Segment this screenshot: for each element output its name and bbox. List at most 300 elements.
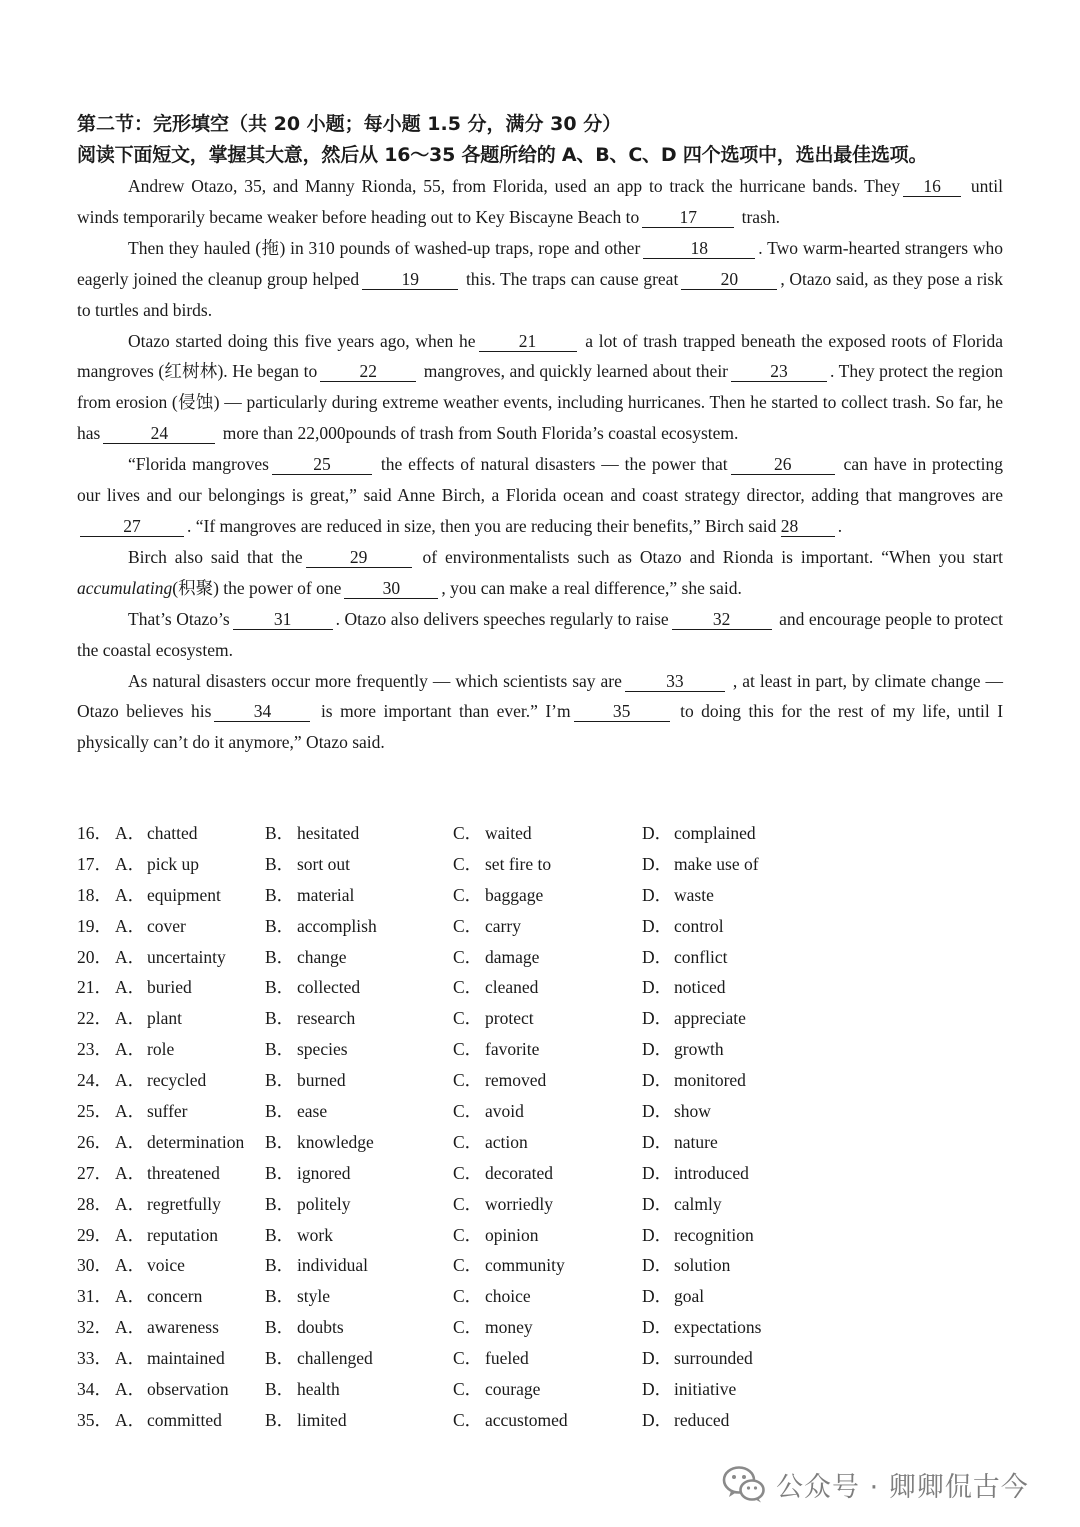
option-text: doubts xyxy=(297,1317,344,1338)
option-text: pick up xyxy=(147,853,200,874)
option-letter: A． xyxy=(115,1409,146,1430)
question-row xyxy=(77,972,837,1003)
option-d xyxy=(642,911,724,942)
passage-text: That’s Otazo’s xyxy=(128,608,230,629)
option-letter: D． xyxy=(642,1317,673,1338)
option-a xyxy=(115,1343,225,1374)
option-letter: C． xyxy=(453,1162,483,1183)
question-row xyxy=(77,942,837,973)
question-number: 16． xyxy=(77,823,112,843)
option-text: individual xyxy=(297,1255,368,1276)
option-letter: D． xyxy=(642,977,673,998)
option-b xyxy=(265,1281,330,1312)
option-d xyxy=(642,880,714,911)
option-letter: D． xyxy=(642,915,673,936)
passage-text: trash. xyxy=(741,206,781,227)
cloze-passage xyxy=(77,171,1003,758)
option-text: challenged xyxy=(297,1348,373,1369)
option-letter: D． xyxy=(642,946,673,967)
passage-text: Then they hauled (拖) in 310 pounds of washed-up traps, rope and other xyxy=(128,237,641,258)
option-text: material xyxy=(297,884,355,905)
blank-21: 21 xyxy=(479,332,577,352)
blank-17: 17 xyxy=(642,208,734,228)
passage-text: until winds temporarily became weaker before heading out to Key Biscayne Beach to xyxy=(77,176,1003,227)
option-text: set fire to xyxy=(485,853,552,874)
option-letter: C． xyxy=(453,1131,483,1152)
option-letter: A． xyxy=(115,1039,146,1060)
option-text: control xyxy=(674,915,724,936)
option-text: protect xyxy=(485,1008,534,1029)
option-d xyxy=(642,1405,729,1436)
option-d xyxy=(642,1127,718,1158)
option-letter: D． xyxy=(642,1224,673,1245)
option-d xyxy=(642,1003,746,1034)
question-number: 25． xyxy=(77,1101,112,1122)
paragraph-1 xyxy=(77,171,1003,233)
option-text: suffer xyxy=(147,1101,188,1122)
question-row xyxy=(77,1343,837,1374)
option-letter: B． xyxy=(265,1039,295,1060)
option-text: noticed xyxy=(674,977,726,998)
section-title: 第二节：完形填空（共 20 小题；每小题 1.5 分，满分 30 分） xyxy=(77,113,622,135)
option-a xyxy=(115,1096,188,1127)
option-a xyxy=(115,1003,182,1034)
question-number: 26． xyxy=(77,1131,112,1152)
option-text: reduced xyxy=(674,1409,730,1430)
option-letter: B． xyxy=(265,1162,295,1183)
option-text: calmly xyxy=(674,1193,722,1214)
option-letter: C． xyxy=(453,1008,483,1029)
blank-34: 34 xyxy=(214,702,310,722)
question-number: 22． xyxy=(77,1008,112,1029)
option-d xyxy=(642,1065,746,1096)
option-letter: C． xyxy=(453,1379,483,1400)
option-text: cover xyxy=(147,915,186,936)
option-letter: A． xyxy=(115,1317,146,1338)
question-row xyxy=(77,1281,837,1312)
option-text: regretfully xyxy=(147,1193,221,1214)
option-text: hesitated xyxy=(297,823,360,843)
option-letter: A． xyxy=(115,1008,146,1029)
option-letter: A． xyxy=(115,1379,146,1400)
option-letter: C． xyxy=(453,1070,483,1091)
option-c xyxy=(453,1189,553,1220)
option-letter: C． xyxy=(453,823,483,843)
option-letter: D． xyxy=(642,884,673,905)
question-row xyxy=(77,1250,837,1281)
passage-text: . Two warm-hearted strangers who eagerly joined the cleanup group helped xyxy=(77,237,1003,289)
question-row xyxy=(77,880,837,911)
option-text: health xyxy=(297,1379,340,1400)
question-row xyxy=(77,1189,837,1220)
blank-23: 23 xyxy=(731,362,827,382)
option-d xyxy=(642,1374,736,1405)
blank-26: 26 xyxy=(731,455,835,475)
question-number: 23． xyxy=(77,1039,112,1060)
option-text: politely xyxy=(297,1193,351,1214)
option-letter: C． xyxy=(453,1193,483,1214)
paragraph-2 xyxy=(77,233,1003,326)
option-text: initiative xyxy=(674,1379,737,1400)
option-letter: D． xyxy=(642,1162,673,1183)
option-a xyxy=(115,849,199,880)
option-text: solution xyxy=(674,1255,731,1276)
option-text: uncertainty xyxy=(147,946,226,967)
passage-text: is more important than ever.” I’m xyxy=(320,701,571,722)
option-c xyxy=(453,1374,540,1405)
option-b xyxy=(265,1034,348,1065)
passage-text: of environmentalists such as Otazo and Rionda is important. “When you start xyxy=(422,546,1004,567)
option-letter: D． xyxy=(642,1039,673,1060)
option-text: baggage xyxy=(485,884,544,905)
option-letter: B． xyxy=(265,977,295,998)
option-text: surrounded xyxy=(674,1348,753,1369)
option-text: goal xyxy=(674,1286,705,1307)
option-letter: C． xyxy=(453,884,483,905)
question-row xyxy=(77,1158,837,1189)
option-letter: A． xyxy=(115,1070,146,1091)
option-letter: C． xyxy=(453,853,483,874)
option-text: make use of xyxy=(674,853,759,874)
blank-32: 32 xyxy=(672,610,772,630)
option-text: reputation xyxy=(147,1224,218,1245)
option-text: courage xyxy=(485,1379,541,1400)
option-letter: B． xyxy=(265,915,295,936)
option-text: chatted xyxy=(147,823,198,843)
option-d xyxy=(642,1281,704,1312)
question-row xyxy=(77,1220,837,1251)
option-a xyxy=(115,1220,218,1251)
option-b xyxy=(265,1189,350,1220)
passage-text: to doing this for the rest of my life, until I physically can’t do it anymore,” Otazo said. xyxy=(77,701,1004,753)
option-a xyxy=(115,818,198,849)
option-b xyxy=(265,911,377,942)
blank-24: 24 xyxy=(103,424,215,444)
option-text: plant xyxy=(147,1008,182,1029)
question-row xyxy=(77,1003,837,1034)
option-c xyxy=(453,1065,546,1096)
passage-text: Otazo started doing this five years ago, when he xyxy=(128,330,476,351)
question-number: 29． xyxy=(77,1224,112,1245)
option-letter: D． xyxy=(642,1255,673,1276)
option-d xyxy=(642,1220,754,1251)
option-a xyxy=(115,1065,206,1096)
option-text: style xyxy=(297,1286,331,1307)
option-letter: D． xyxy=(642,1131,673,1152)
blank-33: 33 xyxy=(625,672,725,692)
option-b xyxy=(265,1312,344,1343)
passage-text: and encourage people to protect the coastal ecosystem. xyxy=(77,608,1004,660)
option-a xyxy=(115,942,226,973)
option-text: removed xyxy=(485,1070,547,1091)
option-a xyxy=(115,972,192,1003)
option-text: avoid xyxy=(485,1101,524,1122)
option-text: cleaned xyxy=(485,977,539,998)
option-c xyxy=(453,849,551,880)
question-number: 33． xyxy=(77,1348,112,1369)
option-c xyxy=(453,1312,533,1343)
question-number: 19． xyxy=(77,915,112,936)
option-letter: A． xyxy=(115,884,146,905)
question-number: 34． xyxy=(77,1379,112,1400)
option-text: favorite xyxy=(485,1039,540,1060)
option-text: show xyxy=(674,1101,711,1122)
passage-text: . They protect the region from erosion (侵蚀) — particularly during extreme weather events, including hurricanes. Then he started to collect trash. So far, he has xyxy=(77,361,1003,444)
option-letter: A． xyxy=(115,823,146,843)
option-text: growth xyxy=(674,1039,724,1060)
option-letter: B． xyxy=(265,1317,295,1338)
option-letter: A． xyxy=(115,1193,146,1214)
option-b xyxy=(265,1096,327,1127)
option-a xyxy=(115,1281,202,1312)
option-text: waste xyxy=(674,884,714,905)
blank-22: 22 xyxy=(320,362,416,382)
option-b xyxy=(265,1343,373,1374)
option-letter: A． xyxy=(115,1348,146,1369)
option-text: awareness xyxy=(147,1317,219,1338)
option-letter: D． xyxy=(642,1008,673,1029)
option-a xyxy=(115,911,186,942)
option-text: observation xyxy=(147,1379,229,1400)
option-b xyxy=(265,818,359,849)
passage-text: Birch also said that the xyxy=(128,546,303,567)
option-d xyxy=(642,942,727,973)
option-letter: D． xyxy=(642,1286,673,1307)
blank-31: 31 xyxy=(233,610,333,630)
option-letter: C． xyxy=(453,1224,483,1245)
option-b xyxy=(265,942,347,973)
option-text: conflict xyxy=(674,946,728,967)
option-text: concern xyxy=(147,1286,203,1307)
passage-text: “Florida mangroves xyxy=(128,454,269,475)
option-letter: B． xyxy=(265,1101,295,1122)
passage-text: the effects of natural disasters — the power that xyxy=(380,454,728,475)
option-d xyxy=(642,1034,724,1065)
option-letter: C． xyxy=(453,1317,483,1338)
italic-term: accumulating xyxy=(77,577,173,598)
option-letter: B． xyxy=(265,823,295,843)
blank-28: 28 xyxy=(781,517,835,537)
option-c xyxy=(453,1127,528,1158)
wechat-icon xyxy=(722,1464,766,1504)
option-a xyxy=(115,1189,221,1220)
option-letter: A． xyxy=(115,915,146,936)
option-text: threatened xyxy=(147,1162,220,1183)
option-a xyxy=(115,880,221,911)
option-c xyxy=(453,1405,568,1436)
option-d xyxy=(642,972,726,1003)
blank-16: 16 xyxy=(903,177,961,197)
option-c xyxy=(453,1096,524,1127)
option-c xyxy=(453,1158,553,1189)
passage-text: can have in protecting our lives and our belongings is great,” said Anne Birch, a Florida ocean and coast strategy director, adding that mangroves are xyxy=(77,454,1004,506)
option-text: limited xyxy=(297,1409,347,1430)
blank-30: 30 xyxy=(344,579,438,599)
question-row xyxy=(77,1127,837,1158)
option-b xyxy=(265,1405,347,1436)
option-letter: C． xyxy=(453,1101,483,1122)
option-letter: A． xyxy=(115,1101,146,1122)
passage-text: more than 22,000pounds of trash from South Florida’s coastal ecosystem. xyxy=(222,423,739,444)
option-c xyxy=(453,942,539,973)
option-text: expectations xyxy=(674,1317,762,1338)
option-letter: D． xyxy=(642,1348,673,1369)
option-a xyxy=(115,1158,220,1189)
option-letter: B． xyxy=(265,1348,295,1369)
paragraph-6 xyxy=(77,604,1003,666)
option-letter: B． xyxy=(265,1070,295,1091)
option-c xyxy=(453,880,543,911)
passage-text: Andrew Otazo, 35, and Manny Rionda, 55, from Florida, used an app to track the hurricane bands. They xyxy=(128,176,901,196)
option-text: sort out xyxy=(297,853,350,874)
option-letter: D． xyxy=(642,1379,673,1400)
option-letter: C． xyxy=(453,946,483,967)
blank-18: 18 xyxy=(643,239,755,259)
option-text: money xyxy=(485,1317,533,1338)
option-letter: A． xyxy=(115,1286,146,1307)
option-text: determination xyxy=(147,1131,245,1152)
option-text: waited xyxy=(485,823,532,843)
option-letter: C． xyxy=(453,1255,483,1276)
option-c xyxy=(453,1034,539,1065)
option-letter: D． xyxy=(642,1193,673,1214)
option-c xyxy=(453,1281,531,1312)
option-text: species xyxy=(297,1039,348,1060)
option-letter: B． xyxy=(265,1131,295,1152)
question-number: 24． xyxy=(77,1070,112,1091)
blank-27: 27 xyxy=(80,517,184,537)
question-row xyxy=(77,1065,837,1096)
option-text: accustomed xyxy=(485,1409,568,1430)
watermark xyxy=(722,1462,1029,1506)
option-text: voice xyxy=(147,1255,185,1276)
option-d xyxy=(642,1250,730,1281)
option-a xyxy=(115,1250,185,1281)
option-b xyxy=(265,1220,333,1251)
question-row xyxy=(77,818,837,849)
option-letter: A． xyxy=(115,1224,146,1245)
option-text: equipment xyxy=(147,884,221,905)
option-letter: B． xyxy=(265,1224,295,1245)
passage-text: a lot of trash trapped beneath the exposed roots of Florida mangroves (红树林). He began to xyxy=(77,330,1003,382)
option-text: burned xyxy=(297,1070,346,1091)
question-row xyxy=(77,911,837,942)
option-c xyxy=(453,1343,529,1374)
option-text: introduced xyxy=(674,1162,749,1183)
question-number: 32． xyxy=(77,1317,112,1338)
question-number: 18． xyxy=(77,884,112,905)
option-text: buried xyxy=(147,977,192,998)
option-text: change xyxy=(297,946,347,967)
option-letter: C． xyxy=(453,977,483,998)
option-a xyxy=(115,1312,219,1343)
option-letter: D． xyxy=(642,1070,673,1091)
option-letter: C． xyxy=(453,1039,483,1060)
passage-text: this. The traps can cause great xyxy=(465,268,679,289)
question-number: 27． xyxy=(77,1162,112,1183)
blank-20: 20 xyxy=(681,270,777,290)
passage-text: , at least in part, by climate change — Otazo believes his xyxy=(77,670,1003,722)
paragraph-3 xyxy=(77,326,1003,450)
option-letter: D． xyxy=(642,853,673,874)
question-row xyxy=(77,1034,837,1065)
option-a xyxy=(115,1034,174,1065)
option-letter: C． xyxy=(453,1286,483,1307)
question-number: 20． xyxy=(77,946,112,967)
option-d xyxy=(642,1312,761,1343)
option-text: worriedly xyxy=(485,1193,554,1214)
option-letter: B． xyxy=(265,853,295,874)
blank-29: 29 xyxy=(306,548,412,568)
option-letter: B． xyxy=(265,1008,295,1029)
passage-text: As natural disasters occur more frequently — which scientists say are xyxy=(128,670,622,691)
option-text: complained xyxy=(674,823,756,843)
option-a xyxy=(115,1405,222,1436)
option-a xyxy=(115,1127,244,1158)
option-b xyxy=(265,1127,374,1158)
question-row xyxy=(77,849,837,880)
option-d xyxy=(642,1158,749,1189)
option-d xyxy=(642,1189,722,1220)
passage-text: (积聚) the power of one xyxy=(172,577,342,598)
option-text: appreciate xyxy=(674,1008,746,1029)
option-letter: C． xyxy=(453,1409,483,1430)
option-text: decorated xyxy=(485,1162,554,1183)
option-text: nature xyxy=(674,1131,718,1152)
paragraph-5 xyxy=(77,542,1003,604)
option-text: collected xyxy=(297,977,361,998)
question-number: 21． xyxy=(77,977,112,998)
option-b xyxy=(265,1250,368,1281)
blank-19: 19 xyxy=(362,270,458,290)
passage-text: , you can make a real difference,” she said. xyxy=(441,577,742,598)
option-b xyxy=(265,1158,350,1189)
option-text: monitored xyxy=(674,1070,746,1091)
option-b xyxy=(265,1374,340,1405)
option-text: choice xyxy=(485,1286,531,1307)
option-c xyxy=(453,1220,538,1251)
option-text: knowledge xyxy=(297,1131,374,1152)
option-c xyxy=(453,911,521,942)
question-number: 30． xyxy=(77,1255,112,1276)
passage-text: . Otazo also delivers speeches regularly to raise xyxy=(335,608,669,629)
option-d xyxy=(642,1096,711,1127)
option-letter: D． xyxy=(642,823,673,843)
option-text: community xyxy=(485,1255,565,1276)
option-letter: A． xyxy=(115,946,146,967)
option-b xyxy=(265,972,360,1003)
passage-text: , Otazo said, as they pose a risk to turtles and birds. xyxy=(77,268,1003,320)
option-text: accomplish xyxy=(297,915,377,936)
option-text: action xyxy=(485,1131,528,1152)
option-text: recognition xyxy=(674,1224,754,1245)
question-number: 31． xyxy=(77,1286,112,1307)
option-b xyxy=(265,1065,346,1096)
question-row xyxy=(77,1405,837,1436)
option-text: ignored xyxy=(297,1162,351,1183)
blank-35: 35 xyxy=(574,702,670,722)
question-row xyxy=(77,1374,837,1405)
option-c xyxy=(453,1003,534,1034)
blank-25: 25 xyxy=(272,455,372,475)
option-letter: B． xyxy=(265,884,295,905)
passage-text: . “If mangroves are reduced in size, then you are reducing their benefits,” Birch said xyxy=(187,515,777,536)
option-d xyxy=(642,849,759,880)
option-text: committed xyxy=(147,1409,222,1430)
option-text: carry xyxy=(485,915,521,936)
paragraph-4 xyxy=(77,449,1003,542)
option-text: damage xyxy=(485,946,540,967)
